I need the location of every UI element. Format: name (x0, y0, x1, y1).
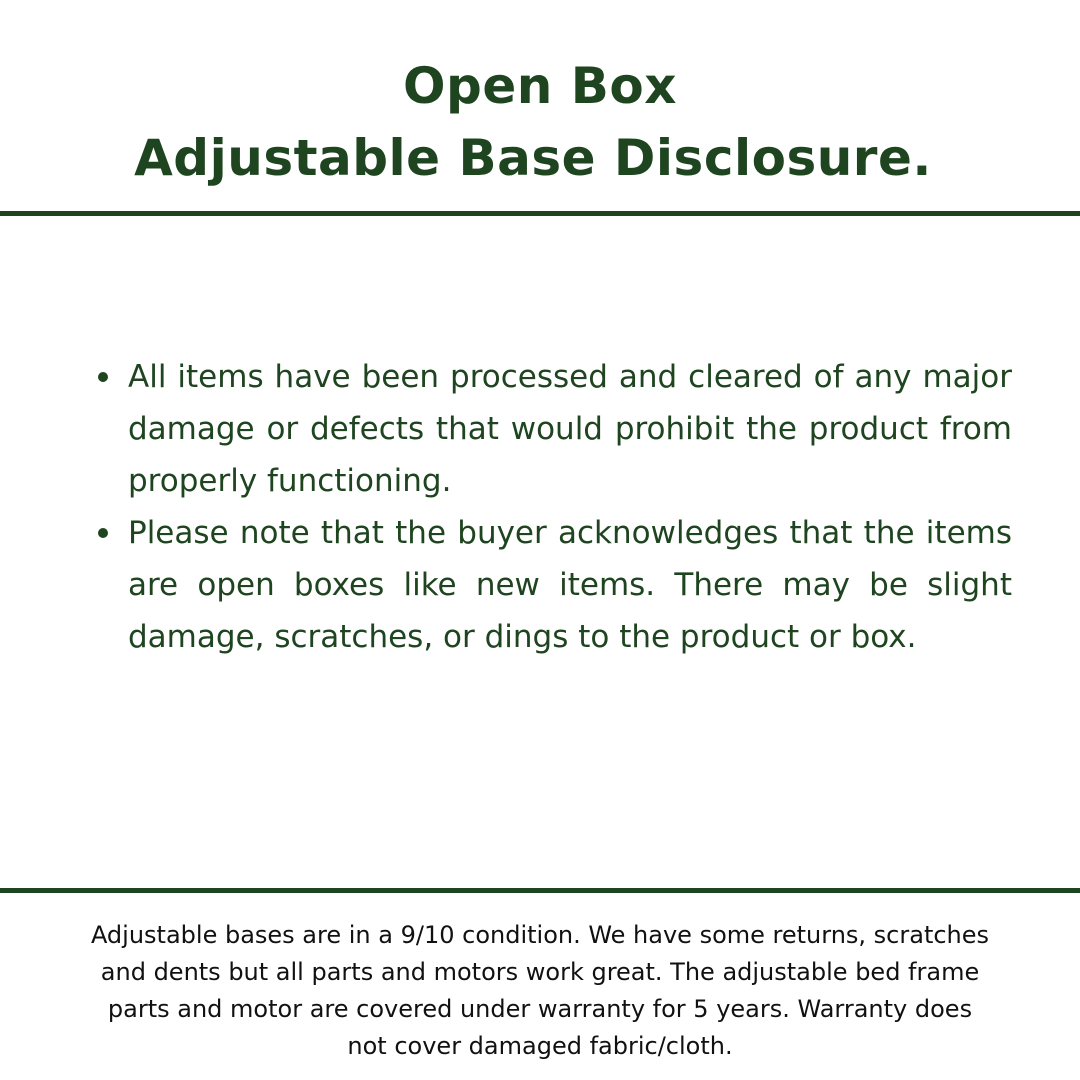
disclosure-bullet-list (128, 351, 1012, 663)
title-line-disclosure: Adjustable Base Disclosure. (134, 129, 932, 187)
bullet-dot-icon (98, 528, 108, 538)
title-line-open-box: Open Box (403, 57, 677, 115)
bullet-text-processed: All items have been processed and cleared of any major damage or defects that would prohibit the product from properly functioning. (128, 359, 1012, 499)
bullet-item-processed (128, 351, 1012, 507)
top-divider (0, 211, 1080, 216)
warranty-footer-text: Adjustable bases are in a 9/10 condition. We have some returns, scratches and dents but all parts and motors work great. The adjustable bed frame parts and motor are covered under warranty for 5 years. Warranty does not cover damaged fabric/cloth. (90, 921, 990, 1060)
bullet-text-open-box-note: Please note that the buyer acknowledges that the items are open boxes like new items. There may be slight damage, scratches, or dings to the product or box. (128, 515, 1012, 655)
page-title (0, 50, 1080, 194)
bullet-item-open-box-note (128, 507, 1012, 663)
bottom-divider (0, 888, 1080, 893)
bullet-dot-icon (98, 372, 108, 382)
